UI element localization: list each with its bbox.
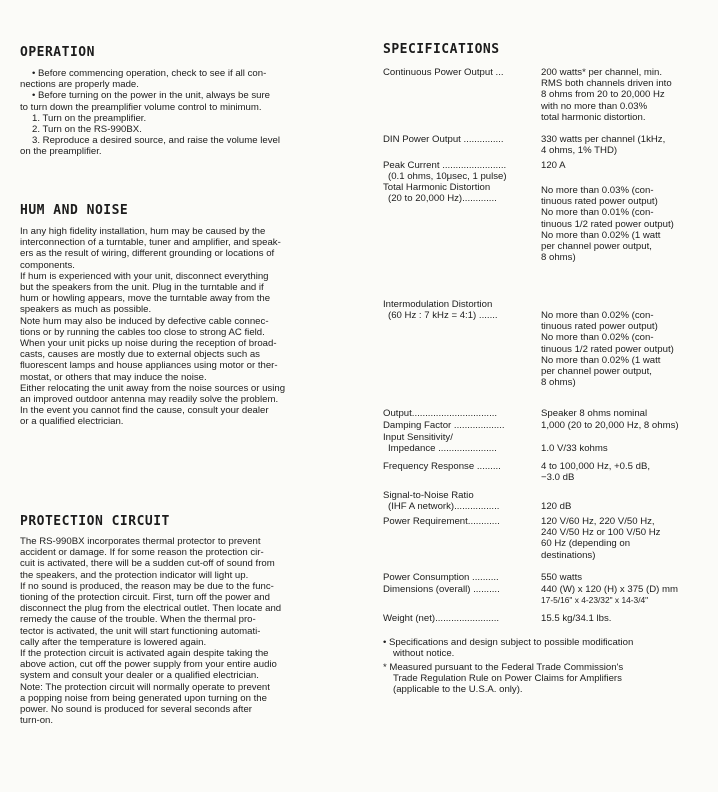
text-line: an improved outdoor antenna may readily solve the problem. xyxy=(20,394,279,406)
operation-heading: OPERATION xyxy=(20,45,95,60)
text-line: hum or howling appears, move the turntable away from the xyxy=(20,293,271,305)
protection-circuit-heading: PROTECTION CIRCUIT xyxy=(20,514,170,529)
hum-noise-text xyxy=(20,226,346,428)
text-line: 2. Turn on the RS-990BX. xyxy=(32,124,142,136)
spec-row xyxy=(383,182,711,272)
text-line: The RS-990BX incorporates thermal protector to prevent xyxy=(20,536,261,547)
text-line: interconnection of a turntable, tuner and amplifier, and speak- xyxy=(20,237,281,249)
text-line: Note hum may also be induced by defective cable connec- xyxy=(20,315,269,327)
text-line: the speakers, and the protection indicator will light up. xyxy=(20,569,249,581)
text-line: a popping noise from being generated upon turning on the xyxy=(20,692,267,704)
spec-value: 120 V/60 Hz, 220 V/50 Hz, 240 V/50 Hz or 100 V/50 Hz 60 Hz (depending on destinations) xyxy=(541,516,661,561)
spec-row xyxy=(383,490,711,514)
operation-text xyxy=(20,68,346,158)
spec-value: 15.5 kg/34.1 lbs. xyxy=(541,613,612,624)
spec-label: Power Consumption .......... xyxy=(383,572,499,583)
text-line: In any high fidelity installation, hum may be caused by the xyxy=(20,226,266,237)
text-line: If no sound is produced, the reason may be due to the func- xyxy=(20,580,274,592)
spec-label: Intermodulation Distortion (60 Hz : 7 kHz = 4:1) ....... xyxy=(383,299,498,322)
spec-row xyxy=(383,160,711,182)
spec-value: No more than 0.02% (con- tinuous rated power output) No more than 0.02% (con- tinuous 1/2 rated power output) No more than 0.02% (1 watt per channel power output, 8 ohms) xyxy=(541,310,674,389)
spec-label: Power Requirement............ xyxy=(383,516,500,527)
spec-value: 550 watts xyxy=(541,572,583,583)
text-line: nections are properly made. xyxy=(20,79,139,91)
spec-value: 440 (W) x 120 (H) x 375 (D) mm 17-5/16" x 4-23/32" x 14-3/4" xyxy=(541,584,679,606)
spec-value: 200 watts* per channel, min. RMS both channels driven into 8 ohms from 20 to 20,000 Hz with no more than 0.03% total harmonic distortion. xyxy=(541,67,672,123)
text-line: • Before turning on the power in the unit, always be sure xyxy=(32,90,271,102)
spec-label: Total Harmonic Distortion (20 to 20,000 Hz)............. xyxy=(383,182,497,205)
text-line: disconnect the plug from the electrical outlet. Then locate and xyxy=(20,603,282,615)
spec-footnote: * Measured pursuant to the Federal Trade Commission's Trade Regulation Rule on Power Claims for Amplifiers (applicable to the U.S.A. only). xyxy=(383,662,624,696)
text-line: In the event you cannot find the cause, consult your dealer xyxy=(20,405,269,417)
spec-row xyxy=(383,584,711,608)
text-line: tioning of the protection circuit. First, turn off the power and xyxy=(20,592,270,604)
spec-row xyxy=(383,432,711,456)
spec-value: 330 watts per channel (1kHz, 4 ohms, 1% THD) xyxy=(541,134,666,157)
spec-label: Input Sensitivity/ Impedance ...................... xyxy=(383,432,497,455)
text-line: but the speakers from the unit. Plug in the turntable and if xyxy=(20,282,264,294)
spec-row xyxy=(383,461,711,485)
spec-note: • Specifications and design subject to possible modification without notice. xyxy=(383,637,634,660)
spec-value: 1,000 (20 to 20,000 Hz, 8 ohms) xyxy=(541,420,679,431)
spec-row xyxy=(383,420,711,432)
spec-value: 1.0 V/33 kohms xyxy=(541,443,608,454)
text-line: fluorescent lamps and house appliances using motor or ther- xyxy=(20,360,278,372)
spec-value: 4 to 100,000 Hz, +0.5 dB, −3.0 dB xyxy=(541,461,651,484)
spec-value: 120 A xyxy=(541,160,566,171)
spec-row xyxy=(383,134,711,156)
spec-label: DIN Power Output ............... xyxy=(383,134,504,145)
hum-noise-heading: HUM AND NOISE xyxy=(20,203,129,218)
text-line: remedy the cause of the trouble. When the thermal pro- xyxy=(20,614,256,626)
spec-row xyxy=(383,613,711,625)
spec-label: Continuous Power Output ... xyxy=(383,67,504,78)
spec-value: Speaker 8 ohms nominal xyxy=(541,408,648,419)
spec-row xyxy=(383,572,711,584)
text-line: 3. Reproduce a desired source, and raise the volume level xyxy=(32,135,280,147)
text-line: If hum is experienced with your unit, disconnect everything xyxy=(20,270,269,282)
spec-row xyxy=(383,299,711,389)
text-line: components. xyxy=(20,259,75,271)
text-line: 1. Turn on the preamplifier. xyxy=(32,112,147,124)
text-line: on the preamplifier. xyxy=(20,146,102,158)
text-line: tector is activated, the unit will start functioning automati- xyxy=(20,625,261,637)
spec-label: Peak Current ........................ (0.1 ohms, 10μsec, 1 pulse) xyxy=(383,160,507,183)
spec-label: Dimensions (overall) .......... xyxy=(383,584,500,595)
text-line: Either relocating the unit away from the noise sources or using xyxy=(20,382,286,394)
text-line: cuit is activated, there will be a sudden cut-off of sound from xyxy=(20,558,275,570)
text-line: Note: The protection circuit will normally operate to prevent xyxy=(20,681,270,693)
spec-label: Weight (net)........................ xyxy=(383,613,500,624)
spec-label: Frequency Response ......... xyxy=(383,461,501,472)
text-line: cally after the temperature is lowered again. xyxy=(20,636,207,648)
text-line: When your unit picks up noise during the reception of broad- xyxy=(20,338,277,350)
text-line: speakers as much as possible. xyxy=(20,304,152,316)
text-line: accident or damage. If for some reason the protection cir- xyxy=(20,547,264,559)
text-line: mostat, or others that may induce the noise. xyxy=(20,371,207,383)
text-line: to turn down the preamplifier volume control to minimum. xyxy=(20,101,262,113)
spec-label: Damping Factor ................... xyxy=(383,420,505,431)
text-line: power. No sound is produced for several seconds after xyxy=(20,704,252,716)
specifications-heading: SPECIFICATIONS xyxy=(383,42,500,57)
text-line: • Before commencing operation, check to see if all con- xyxy=(32,68,267,79)
text-line: ers as the result of wiring, different grounding or locations of xyxy=(20,248,275,260)
text-line: system and consult your dealer or a qualified electrician. xyxy=(20,670,259,682)
text-line: If the protection circuit is activated again despite taking the xyxy=(20,648,269,660)
text-line: or a qualified electrician. xyxy=(20,416,124,428)
spec-row xyxy=(383,67,711,123)
spec-value: 120 dB xyxy=(541,501,572,512)
spec-row xyxy=(383,516,711,562)
spec-label: Signal-to-Noise Ratio (IHF A network)................. xyxy=(383,490,500,513)
spec-row xyxy=(383,408,711,420)
text-line: turn-on. xyxy=(20,715,54,727)
text-line: casts, causes are mostly due to external objects such as xyxy=(20,349,260,361)
protection-circuit-text xyxy=(20,536,346,726)
spec-value: No more than 0.03% (con- tinuous rated power output) No more than 0.01% (con- tinuous 1/2 rated power output) No more than 0.02% (1 watt per channel power output, 8 ohms) xyxy=(541,185,674,264)
text-line: tions or by running the cables too close to strong AC field. xyxy=(20,326,265,338)
text-line: above action, cut off the power supply from your entire audio xyxy=(20,659,277,671)
spec-label: Output................................ xyxy=(383,408,498,419)
